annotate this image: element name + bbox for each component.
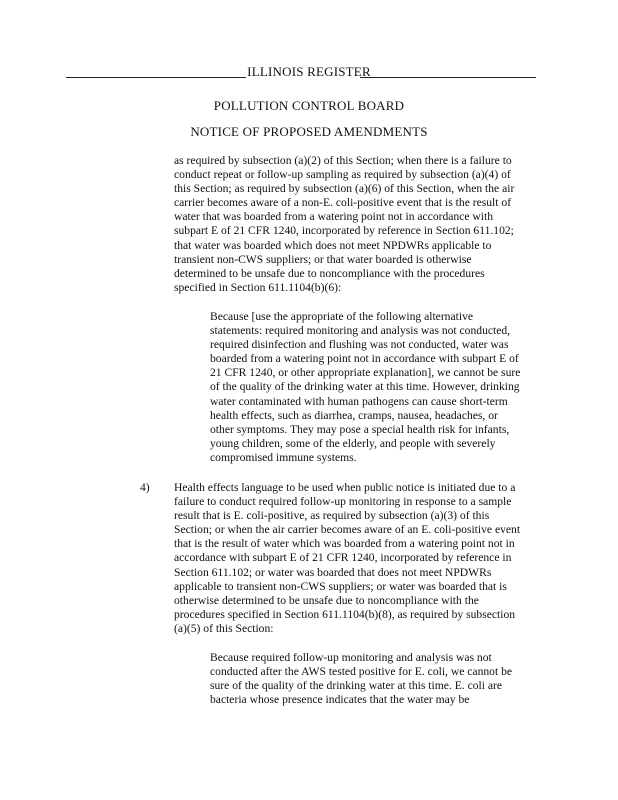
text-line: conducted after the AWS tested positive for E. coli, we cannot be [210,665,513,679]
text-line: of the quality of the drinking water at this time. However, drinking [210,380,520,394]
text-line: transient non-CWS suppliers; or that water boarded is otherwise [174,252,472,266]
register-title: ILLINOIS REGISTER [247,64,371,79]
text-line: sure of the quality of the drinking water at this time. E. coli are [210,679,503,693]
text-line: result that is E. coli-positive, as required by subsection (a)(3) of this [174,509,490,523]
text-line: water contaminated with human pathogens can cause short-term [210,394,508,408]
text-line: procedures specified in Section 611.1104(b)(8), as required by subsection [174,607,516,621]
text-line: bacteria whose presence indicates that the water may be [210,693,470,707]
text-line: young children, some of the elderly, and people with severely [210,436,496,450]
text-line: specified in Section 611.1104(b)(6): [174,280,342,294]
text-line: Health effects language to be used when public notice is initiated due to a [174,481,516,494]
statement-1 [210,310,520,465]
paragraph-1 [174,154,514,295]
item-number: 4) [140,481,150,494]
text-line: health effects, such as diarrhea, cramps, nausea, headaches, or [210,408,498,422]
text-line: other symptoms. They may pose a special health risk for infants, [210,422,510,436]
text-line: conduct repeat or follow-up sampling as required by subsection (a)(4) of [174,168,511,182]
text-line: required disinfection and flushing was not conducted, water was [210,338,509,352]
text-line: (a)(5) of this Section: [174,621,274,635]
text-line: statements: required monitoring and analysis was not conducted, [210,324,511,338]
text-line: 21 CFR 1240, or other appropriate explanation], we cannot be sure [210,366,521,380]
text-line: accordance with subpart E of 21 CFR 1240, incorporated by reference in [174,551,512,565]
text-line: as required by subsection (a)(2) of this Section; when there is a failure to [174,154,512,167]
text-line: compromised immune systems. [210,450,357,464]
text-line: Because required follow-up monitoring and analysis was not [210,651,492,664]
item-4-text [174,481,520,636]
board-title: POLLUTION CONTROL BOARD [213,98,405,113]
text-line: boarded from a watering point not in accordance with subpart E of [210,352,519,366]
text-line: that is the result of water which was boarded from a watering point not in [174,537,515,551]
text-line: determined to be unsafe due to noncompliance with the procedures [174,266,485,280]
text-line: otherwise determined to be unsafe due to noncompliance with the [174,593,479,607]
text-line: subpart E of 21 CFR 1240, incorporated by reference in Section 611.102; [174,224,514,238]
text-line: this Section; as required by subsection (a)(6) of this Section, when the air [174,182,515,196]
text-line: Section; or when the air carrier becomes aware of an E. coli-positive event [174,523,521,537]
header-rule-left [66,77,246,78]
text-line: Because [use the appropriate of the following alternative [210,310,474,323]
text-line: that water was boarded which does not meet NPDWRs applicable to [174,238,492,252]
text-line: carrier becomes aware of a non-E. coli-positive event that is the result of [174,196,512,210]
notice-title: NOTICE OF PROPOSED AMENDMENTS [190,124,428,139]
text-line: water that was boarded from a watering point not in accordance with [174,210,494,224]
statement-2 [210,651,512,707]
text-line: applicable to transient non-CWS suppliers; or water was boarded that is [174,579,507,593]
header-rule-right [360,77,536,78]
text-line: failure to conduct required follow-up monitoring in response to a sample [174,495,512,509]
text-line: Section 611.102; or water was boarded that does not meet NPDWRs [174,565,492,579]
